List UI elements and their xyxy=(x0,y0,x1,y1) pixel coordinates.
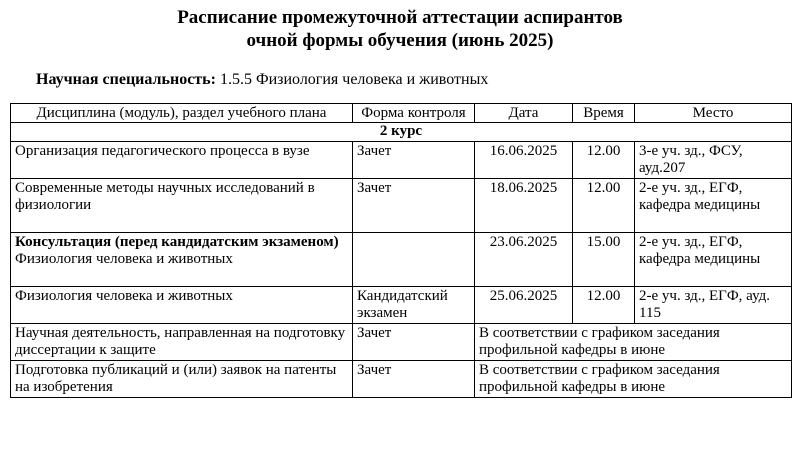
consultation-subject: Физиология человека и животных xyxy=(15,251,233,267)
header-place: Место xyxy=(635,104,792,123)
cell-discipline: Организация педагогического процесса в вузе xyxy=(11,142,353,179)
cell-discipline: Современные методы научных исследований в физиологии xyxy=(11,179,353,233)
consultation-label: Консультация (перед кандидатским экзаменом) xyxy=(15,234,339,250)
course-row xyxy=(11,123,792,142)
header-form: Форма контроля xyxy=(353,104,475,123)
cell-form: Зачет xyxy=(353,361,475,398)
cell-form: Зачет xyxy=(353,324,475,361)
title-line-2: очной формы обучения (июнь 2025) xyxy=(246,30,554,51)
specialty-value: 1.5.5 Физиология человека и животных xyxy=(219,71,489,88)
schedule-table xyxy=(10,103,792,398)
cell-place: 2-е уч. зд., ЕГФ, кафедра медицины xyxy=(635,179,792,233)
table-row xyxy=(11,324,792,361)
cell-time: 12.00 xyxy=(573,287,635,324)
header-date: Дата xyxy=(475,104,573,123)
cell-date: 23.06.2025 xyxy=(475,233,573,287)
cell-discipline: Научная деятельность, направленная на подготовку диссертации к защите xyxy=(11,324,353,361)
cell-place: 3-е уч. зд., ФСУ, ауд.207 xyxy=(635,142,792,179)
cell-discipline: Физиология человека и животных xyxy=(11,287,353,324)
cell-discipline xyxy=(11,233,353,287)
cell-place: 2-е уч. зд., ЕГФ, кафедра медицины xyxy=(635,233,792,287)
cell-form xyxy=(353,233,475,287)
cell-time: 15.00 xyxy=(573,233,635,287)
specialty-line xyxy=(36,70,488,90)
cell-form: Кандидатский экзамен xyxy=(353,287,475,324)
cell-time: 12.00 xyxy=(573,179,635,233)
table-row xyxy=(11,361,792,398)
cell-schedule-note: В соответствии с графиком заседания профильной кафедры в июне xyxy=(475,324,792,361)
cell-form: Зачет xyxy=(353,142,475,179)
document-title xyxy=(0,6,800,52)
table-row xyxy=(11,287,792,324)
cell-date: 18.06.2025 xyxy=(475,179,573,233)
cell-time: 12.00 xyxy=(573,142,635,179)
cell-date: 25.06.2025 xyxy=(475,287,573,324)
specialty-label: Научная специальность: xyxy=(36,71,216,88)
header-discipline: Дисциплина (модуль), раздел учебного плана xyxy=(11,104,353,123)
course-label: 2 курс xyxy=(11,123,792,142)
table-row xyxy=(11,179,792,233)
cell-schedule-note: В соответствии с графиком заседания профильной кафедры в июне xyxy=(475,361,792,398)
header-time: Время xyxy=(573,104,635,123)
table-row xyxy=(11,233,792,287)
table-row xyxy=(11,142,792,179)
cell-form: Зачет xyxy=(353,179,475,233)
table-header-row xyxy=(11,104,792,123)
cell-place: 2-е уч. зд., ЕГФ, ауд. 115 xyxy=(635,287,792,324)
cell-discipline: Подготовка публикаций и (или) заявок на патенты на изобретения xyxy=(11,361,353,398)
title-line-1: Расписание промежуточной аттестации аспирантов xyxy=(177,7,623,28)
cell-date: 16.06.2025 xyxy=(475,142,573,179)
